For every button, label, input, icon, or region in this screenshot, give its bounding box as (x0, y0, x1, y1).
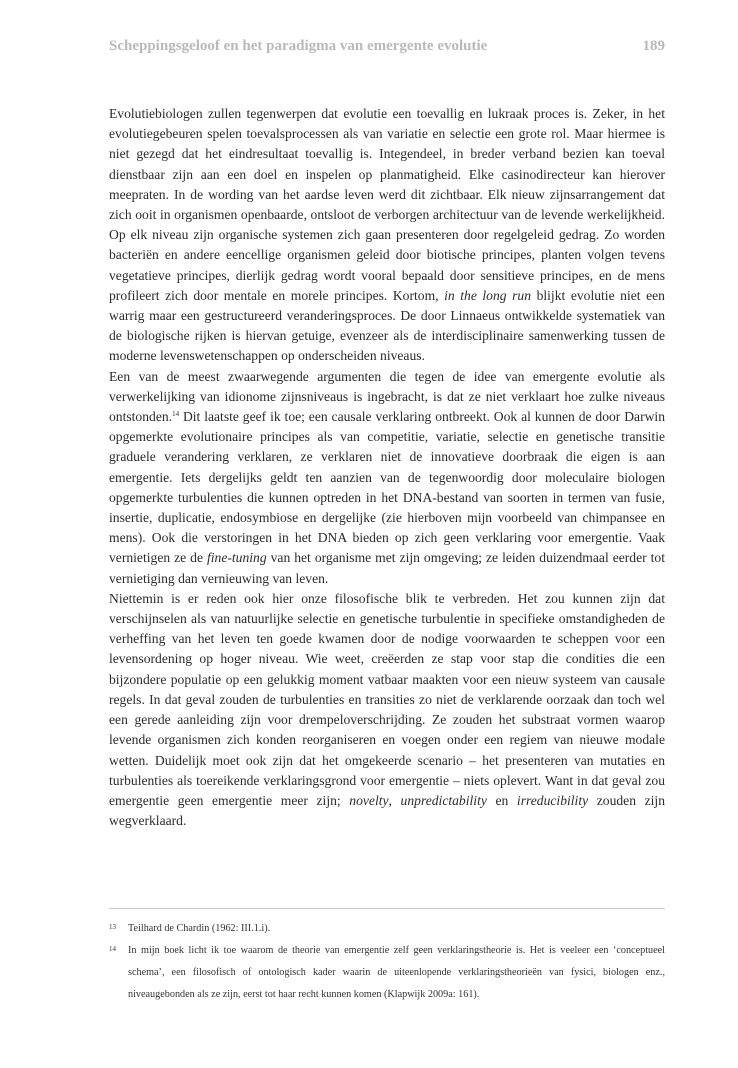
paragraph-3 (109, 589, 665, 831)
paragraph-2-text-c: van het organisme met zijn omgeving; ze leiden duizendmaal eerder tot vernietiging dan vernieuwing van leven. (109, 550, 665, 586)
paragraph-1-text-b: blijkt evolutie niet een warrig maar een gestructureerd veranderingsproces. De door Linnaeus ontwikkelde systematiek van de biologische rijken is hiervan getuige, evenzeer als de interdisciplinaire samenwerking tussen de moderne levenswetenschappen op onderscheiden niveaus. (109, 287, 665, 364)
paragraph-3-italic-a: novelty (349, 792, 389, 808)
paragraph-2-italic: fine-tuning (206, 550, 267, 566)
running-title: Scheppingsgeloof en het paradigma van emergente evolutie (109, 38, 488, 54)
paragraph-3-text-c: en (486, 792, 517, 808)
footnote-number: 14 (109, 945, 116, 953)
footnote-14 (109, 940, 665, 1006)
paragraph-3-text-a: Niettemin is er reden ook hier onze filosofische blik te verbreden. Het zou kunnen zijn dat verschijnselen als van natuurlijke selectie en genetische turbulentie in specifieke omstandigheden de verheffing van het leven ten goede kwamen door de nodige voorwaarden te scheppen voor een levensordening op hoger niveau. Wie weet, creëerden ze stap voor stap die condities die een bijzondere populatie op een gelukkig moment vatbaar maakten voor een nieuw systeem van causale regels. In dat geval zouden de turbulenties en transities zo niet de verklarende oorzaak dan toch wel een gerede aanleiding zijn voor drempeloverschrijding. Ze zouden het substraat vormen waarop levende organismen zich konden reorganiseren en voegen onder een regiem van nieuwe modale wetten. Duidelijk moet ook zijn dat het omgekeerde scenario – het presenteren van mutaties en turbulenties als toereikende verklaringsgrond voor emergentie – niets oplevert. Want in dat geval zou emergentie geen emergentie meer zijn; (109, 590, 665, 808)
paragraph-1-italic: in the long run (444, 287, 532, 303)
footnote-13 (109, 918, 665, 940)
paragraph-3-text-d: zouden zijn wegverklaard. (109, 792, 666, 829)
footnote-number: 13 (109, 923, 116, 931)
main-text (109, 104, 665, 831)
paragraph-3-italic-b: unpredictability (400, 792, 487, 808)
footnote-divider (109, 908, 665, 909)
paragraph-2-text-b: Dit laatste geef ik toe; een causale verklaring ontbreekt. Ook al kunnen de door Darwin opgemerkte evolutionaire principes als van competitie, variatie, selectie en genetische transitie graduele verandering verklaren, ze verklaren niet de innovatieve doorbraak die eigen is aan emergentie. Iets dergelijks geldt ten aanzien van de tegenwoordig door moleculaire biologen opgemerkte turbulenties die kunnen optreden in het DNA-bestand van soorten in termen van fusie, insertie, duplicatie, endosymbiose en dergelijke (zie hierboven mijn voorbeeld van chimpansee en mens). Ook die verstoringen in het DNA bieden op zich geen verklaring voor emergentie. Vaak vernietigen ze de (109, 409, 665, 566)
footnote-ref-14[interactable]: 14 (172, 410, 180, 419)
page-number: 189 (642, 38, 665, 54)
footnotes (109, 918, 665, 1006)
footnote-text: Teilhard de Chardin (1962: III.1.i). (128, 923, 271, 934)
paragraph-3-italic-c: irreducibility (516, 792, 589, 808)
paragraph-3-text-b: , (388, 792, 401, 808)
paragraph-2-text-a: Een van de meest zwaarwegende argumenten die tegen de idee van emergente evolutie als verwerkelijking van idionome zijnsniveaus is ingebracht, is dat ze niet verklaart hoe zulke niveaus ontstonden. (109, 368, 665, 425)
footnote-text: In mijn boek licht ik toe waarom de theorie van emergentie zelf geen verklaringstheorie is. Het is veeleer een ‘conceptueel schema’, een filosofisch of ontologisch kader waarin de uiteenlopende verklaringstheorieën van fysici, biologen enz., niveaugebonden als ze zijn, eerst tot haar recht kunnen komen (Klapwijk 2009a: 161). (128, 945, 665, 1000)
paragraph-2 (109, 367, 665, 589)
running-header (109, 38, 665, 55)
paragraph-1-text-a: Evolutiebiologen zullen tegenwerpen dat evolutie een toevallig en lukraak proces is. Zeker, in het evolutiegebeuren spelen toevalsprocessen als van variatie en selectie een grote rol. Maar hiermee is niet gezegd dat het eindresultaat toevallig is. Integendeel, in breder verband bezien kan toeval dienstbaar zijn aan een doel en inspelen op planmatigheid. Elke casinodirecteur kan hierover meepraten. In de wording van het aardse leven werd dit zichtbaar. Elk nieuw zijnsarrangement dat zich ooit in organismen openbaarde, ontsloot de verborgen architectuur van de levende werkelijkheid. Op elk niveau zijn organische systemen zich gaan presenteren door regelgeleid gedrag. Zo worden bacteriën en andere eencellige organismen geleid door biotische principes, planten volgen tevens vegetatieve principes, dierlijk gedrag wordt vooral bepaald door sensitieve principes, en de mens profileert zich door mentale en morele principes. Kortom, (109, 106, 665, 303)
paragraph-1 (109, 104, 665, 367)
